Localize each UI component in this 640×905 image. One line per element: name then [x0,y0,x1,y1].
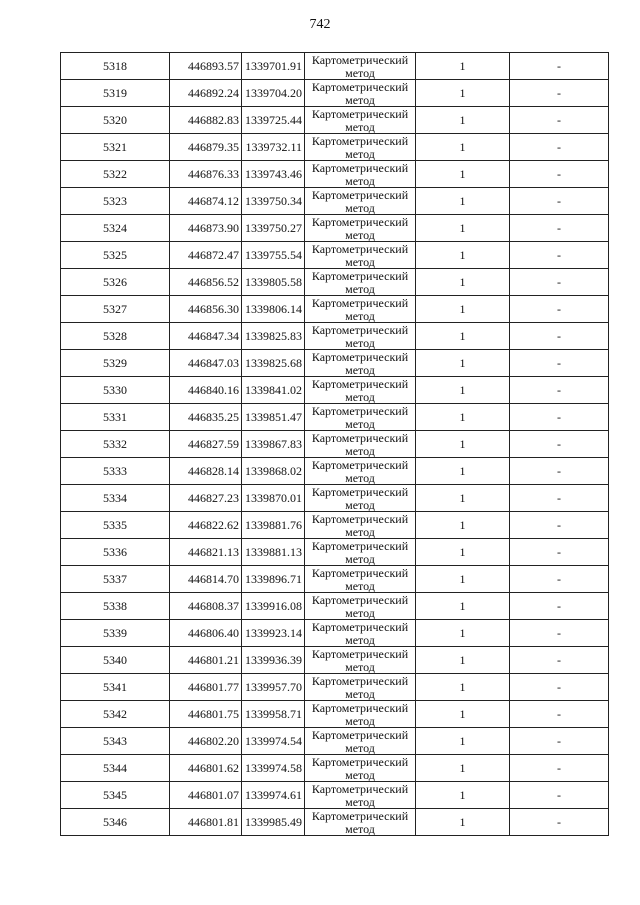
accuracy-cell: 1 [416,755,510,782]
x-coordinate-cell: 446808.37 [170,593,242,620]
y-coordinate-cell: 1339923.14 [242,620,305,647]
x-coordinate-cell: 446874.12 [170,188,242,215]
point-id-cell: 5336 [61,539,170,566]
method-line-2: метод [345,551,375,566]
method-line-1: Картометрический [311,646,409,661]
point-id-cell: 5343 [61,728,170,755]
method-line-1: Картометрический [311,700,409,715]
point-id-cell: 5327 [61,296,170,323]
y-coordinate-cell: 1339806.14 [242,296,305,323]
note-cell: - [510,593,609,620]
method-line-2: метод [345,308,375,323]
y-coordinate-cell: 1339841.02 [242,377,305,404]
method-line-1: Картометрический [311,673,409,688]
method-line-1: Картометрический [311,214,409,229]
x-coordinate-cell: 446872.47 [170,242,242,269]
method-line-1: Картометрический [311,781,409,796]
accuracy-cell: 1 [416,377,510,404]
point-id-cell: 5334 [61,485,170,512]
table-row [61,566,609,593]
x-coordinate-cell: 446879.35 [170,134,242,161]
y-coordinate-cell: 1339750.27 [242,215,305,242]
y-coordinate-cell: 1339743.46 [242,161,305,188]
method-line-1: Картометрический [311,349,409,364]
method-cell [305,782,416,809]
method-cell [305,188,416,215]
method-line-1: Картометрический [311,187,409,202]
method-line-1: Картометрический [311,268,409,283]
method-line-1: Картометрический [311,808,409,823]
method-line-2: метод [345,632,375,647]
method-cell [305,53,416,80]
x-coordinate-cell: 446801.81 [170,809,242,836]
y-coordinate-cell: 1339896.71 [242,566,305,593]
point-id-cell: 5322 [61,161,170,188]
note-cell: - [510,296,609,323]
method-cell [305,161,416,188]
method-line-2: метод [345,146,375,161]
note-cell: - [510,701,609,728]
note-cell: - [510,215,609,242]
method-line-1: Картометрический [311,403,409,418]
y-coordinate-cell: 1339974.58 [242,755,305,782]
method-line-2: метод [345,767,375,782]
x-coordinate-cell: 446882.83 [170,107,242,134]
method-cell [305,539,416,566]
x-coordinate-cell: 446802.20 [170,728,242,755]
y-coordinate-cell: 1339755.54 [242,242,305,269]
x-coordinate-cell: 446827.59 [170,431,242,458]
point-id-cell: 5329 [61,350,170,377]
note-cell: - [510,674,609,701]
x-coordinate-cell: 446847.34 [170,323,242,350]
y-coordinate-cell: 1339704.20 [242,80,305,107]
method-line-1: Картометрический [311,484,409,499]
method-line-2: метод [345,65,375,80]
method-cell [305,134,416,161]
table-row [61,107,609,134]
note-cell: - [510,188,609,215]
method-cell [305,620,416,647]
accuracy-cell: 1 [416,593,510,620]
accuracy-cell: 1 [416,782,510,809]
method-cell [305,593,416,620]
point-id-cell: 5341 [61,674,170,701]
method-line-2: метод [345,173,375,188]
method-line-1: Картометрический [311,511,409,526]
accuracy-cell: 1 [416,53,510,80]
point-id-cell: 5330 [61,377,170,404]
x-coordinate-cell: 446801.75 [170,701,242,728]
note-cell: - [510,485,609,512]
method-line-2: метод [345,254,375,269]
point-id-cell: 5325 [61,242,170,269]
method-cell [305,728,416,755]
x-coordinate-cell: 446801.07 [170,782,242,809]
point-id-cell: 5333 [61,458,170,485]
y-coordinate-cell: 1339957.70 [242,674,305,701]
table-row [61,296,609,323]
method-cell [305,755,416,782]
y-coordinate-cell: 1339868.02 [242,458,305,485]
y-coordinate-cell: 1339725.44 [242,107,305,134]
method-line-1: Картометрический [311,295,409,310]
method-line-2: метод [345,821,375,836]
method-line-1: Картометрический [311,52,409,67]
table-row [61,80,609,107]
method-line-2: метод [345,200,375,215]
table-body [61,53,609,836]
x-coordinate-cell: 446876.33 [170,161,242,188]
accuracy-cell: 1 [416,161,510,188]
method-line-1: Картометрический [311,133,409,148]
accuracy-cell: 1 [416,512,510,539]
table-row [61,161,609,188]
note-cell: - [510,512,609,539]
accuracy-cell: 1 [416,539,510,566]
point-id-cell: 5342 [61,701,170,728]
x-coordinate-cell: 446893.57 [170,53,242,80]
accuracy-cell: 1 [416,728,510,755]
method-line-2: метод [345,227,375,242]
method-cell [305,242,416,269]
y-coordinate-cell: 1339974.54 [242,728,305,755]
table-row [61,485,609,512]
note-cell: - [510,782,609,809]
note-cell: - [510,161,609,188]
accuracy-cell: 1 [416,620,510,647]
method-line-2: метод [345,362,375,377]
table-row [61,809,609,836]
method-line-1: Картометрический [311,79,409,94]
method-line-1: Картометрический [311,106,409,121]
x-coordinate-cell: 446856.30 [170,296,242,323]
y-coordinate-cell: 1339881.76 [242,512,305,539]
table-row [61,647,609,674]
method-line-1: Картометрический [311,241,409,256]
method-line-2: метод [345,416,375,431]
method-cell [305,323,416,350]
y-coordinate-cell: 1339851.47 [242,404,305,431]
point-id-cell: 5337 [61,566,170,593]
note-cell: - [510,269,609,296]
method-line-1: Картометрический [311,430,409,445]
point-id-cell: 5344 [61,755,170,782]
method-line-2: метод [345,713,375,728]
y-coordinate-cell: 1339867.83 [242,431,305,458]
x-coordinate-cell: 446801.77 [170,674,242,701]
note-cell: - [510,350,609,377]
table-row [61,728,609,755]
point-id-cell: 5332 [61,431,170,458]
method-line-1: Картометрический [311,322,409,337]
accuracy-cell: 1 [416,674,510,701]
method-cell [305,296,416,323]
x-coordinate-cell: 446847.03 [170,350,242,377]
table-row [61,755,609,782]
method-cell [305,566,416,593]
table-row [61,350,609,377]
note-cell: - [510,809,609,836]
point-id-cell: 5346 [61,809,170,836]
table-row [61,188,609,215]
accuracy-cell: 1 [416,296,510,323]
coordinates-table [60,52,609,836]
point-id-cell: 5328 [61,323,170,350]
method-line-2: метод [345,470,375,485]
method-cell [305,431,416,458]
table-row [61,242,609,269]
accuracy-cell: 1 [416,404,510,431]
method-line-2: метод [345,794,375,809]
y-coordinate-cell: 1339936.39 [242,647,305,674]
method-line-2: метод [345,92,375,107]
x-coordinate-cell: 446822.62 [170,512,242,539]
method-line-1: Картометрический [311,727,409,742]
table-row [61,134,609,161]
method-cell [305,107,416,134]
y-coordinate-cell: 1339825.68 [242,350,305,377]
y-coordinate-cell: 1339958.71 [242,701,305,728]
x-coordinate-cell: 446856.52 [170,269,242,296]
accuracy-cell: 1 [416,269,510,296]
note-cell: - [510,539,609,566]
table-row [61,674,609,701]
y-coordinate-cell: 1339870.01 [242,485,305,512]
method-line-1: Картометрический [311,754,409,769]
note-cell: - [510,647,609,674]
x-coordinate-cell: 446821.13 [170,539,242,566]
table-row [61,404,609,431]
page-number: 742 [309,17,331,32]
point-id-cell: 5345 [61,782,170,809]
x-coordinate-cell: 446801.62 [170,755,242,782]
method-line-1: Картометрический [311,160,409,175]
method-line-2: метод [345,605,375,620]
point-id-cell: 5335 [61,512,170,539]
method-cell [305,377,416,404]
note-cell: - [510,377,609,404]
x-coordinate-cell: 446827.23 [170,485,242,512]
note-cell: - [510,620,609,647]
method-line-2: метод [345,281,375,296]
method-line-1: Картометрический [311,592,409,607]
accuracy-cell: 1 [416,431,510,458]
table-row [61,53,609,80]
y-coordinate-cell: 1339732.11 [242,134,305,161]
point-id-cell: 5338 [61,593,170,620]
note-cell: - [510,431,609,458]
table-row [61,512,609,539]
accuracy-cell: 1 [416,80,510,107]
note-cell: - [510,134,609,161]
accuracy-cell: 1 [416,566,510,593]
method-cell [305,809,416,836]
y-coordinate-cell: 1339881.13 [242,539,305,566]
x-coordinate-cell: 446892.24 [170,80,242,107]
method-line-1: Картометрический [311,565,409,580]
x-coordinate-cell: 446828.14 [170,458,242,485]
method-cell [305,674,416,701]
y-coordinate-cell: 1339825.83 [242,323,305,350]
accuracy-cell: 1 [416,809,510,836]
note-cell: - [510,53,609,80]
accuracy-cell: 1 [416,323,510,350]
y-coordinate-cell: 1339750.34 [242,188,305,215]
method-line-2: метод [345,659,375,674]
accuracy-cell: 1 [416,458,510,485]
method-line-2: метод [345,389,375,404]
point-id-cell: 5318 [61,53,170,80]
table-row [61,458,609,485]
note-cell: - [510,80,609,107]
method-line-2: метод [345,524,375,539]
table-row [61,539,609,566]
point-id-cell: 5326 [61,269,170,296]
method-cell [305,647,416,674]
table-row [61,215,609,242]
note-cell: - [510,242,609,269]
point-id-cell: 5321 [61,134,170,161]
x-coordinate-cell: 446806.40 [170,620,242,647]
point-id-cell: 5323 [61,188,170,215]
table-row [61,269,609,296]
point-id-cell: 5324 [61,215,170,242]
method-cell [305,350,416,377]
method-line-1: Картометрический [311,538,409,553]
table-row [61,782,609,809]
point-id-cell: 5320 [61,107,170,134]
method-line-1: Картометрический [311,457,409,472]
method-line-2: метод [345,335,375,350]
x-coordinate-cell: 446873.90 [170,215,242,242]
method-cell [305,269,416,296]
method-line-2: метод [345,119,375,134]
point-id-cell: 5331 [61,404,170,431]
y-coordinate-cell: 1339985.49 [242,809,305,836]
note-cell: - [510,755,609,782]
accuracy-cell: 1 [416,647,510,674]
method-line-1: Картометрический [311,376,409,391]
method-line-2: метод [345,578,375,593]
method-line-2: метод [345,686,375,701]
method-line-2: метод [345,740,375,755]
y-coordinate-cell: 1339805.58 [242,269,305,296]
method-cell [305,485,416,512]
x-coordinate-cell: 446840.16 [170,377,242,404]
method-cell [305,80,416,107]
method-cell [305,458,416,485]
note-cell: - [510,458,609,485]
note-cell: - [510,107,609,134]
accuracy-cell: 1 [416,107,510,134]
accuracy-cell: 1 [416,134,510,161]
method-line-2: метод [345,497,375,512]
method-line-1: Картометрический [311,619,409,634]
x-coordinate-cell: 446801.21 [170,647,242,674]
accuracy-cell: 1 [416,701,510,728]
x-coordinate-cell: 446835.25 [170,404,242,431]
accuracy-cell: 1 [416,188,510,215]
accuracy-cell: 1 [416,215,510,242]
accuracy-cell: 1 [416,485,510,512]
method-cell [305,512,416,539]
note-cell: - [510,566,609,593]
y-coordinate-cell: 1339701.91 [242,53,305,80]
accuracy-cell: 1 [416,350,510,377]
method-cell [305,215,416,242]
table-row [61,593,609,620]
table-row [61,620,609,647]
table-row [61,323,609,350]
point-id-cell: 5319 [61,80,170,107]
method-line-2: метод [345,443,375,458]
y-coordinate-cell: 1339916.08 [242,593,305,620]
table-row [61,431,609,458]
x-coordinate-cell: 446814.70 [170,566,242,593]
point-id-cell: 5340 [61,647,170,674]
note-cell: - [510,404,609,431]
note-cell: - [510,728,609,755]
y-coordinate-cell: 1339974.61 [242,782,305,809]
accuracy-cell: 1 [416,242,510,269]
point-id-cell: 5339 [61,620,170,647]
method-cell [305,701,416,728]
method-cell [305,404,416,431]
note-cell: - [510,323,609,350]
table-row [61,701,609,728]
table-row [61,377,609,404]
